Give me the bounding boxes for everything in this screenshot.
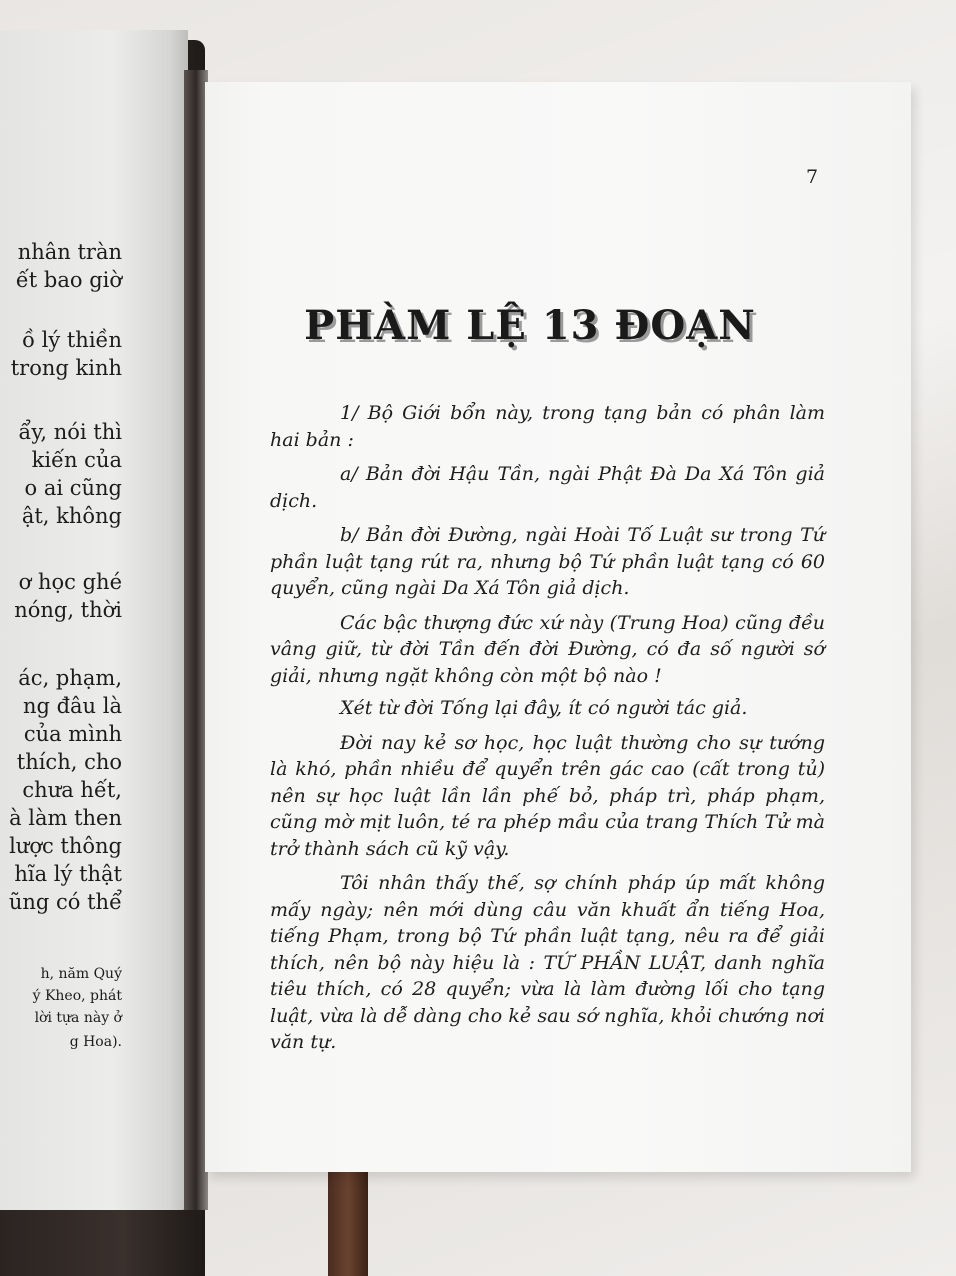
paragraph: b/ Bản đời Đường, ngài Hoài Tố Luật sư trong Tứ phần luật tạng rút ra, nhưng bộ Tứ phần luật tạng có 60 quyển, cũng ngài Da Xá Tôn giả dịch.	[270, 524, 825, 599]
left-line: ồ lý thiền	[22, 328, 122, 352]
page-number: 7	[806, 166, 819, 188]
left-line: ũng có thể	[8, 890, 122, 914]
left-note-line: h, năm Quý	[40, 966, 122, 982]
left-line: nhân tràn	[17, 240, 122, 264]
paragraph: Tôi nhân thấy thế, sợ chính pháp úp mất không mấy ngày; nên mới dùng câu văn khuất ẩn tiếng Hoa, tiếng Phạm, trong bộ Tứ phần luật tạng, nêu ra để giải thích, nên bộ này hiệu là : TỨ PHẦN LUẬT, danh nghĩa tiêu thích, có 28 quyển; vừa là làm đường lối cho tạng luật, vừa là dễ dàng cho kẻ sau sớ nghĩa, khỏi chướng nơi văn tự.	[270, 872, 825, 1053]
left-line: kiến của	[31, 448, 122, 472]
right-page-body	[270, 400, 825, 1064]
left-line: chưa hết,	[22, 778, 122, 802]
left-line: à làm then	[9, 806, 122, 830]
paragraph: Đời nay kẻ sơ học, học luật thường cho sự tướng là khó, phần nhiều để quyển trên gác cao (cất trong tủ) nên sự học luật lần lần phế bỏ, pháp trì, pháp phạm, cũng mờ mịt luôn, té ra phép mầu của trang Thích Tử mà trở thành sách cũ kỹ vậy.	[270, 731, 825, 860]
left-note-line: g Hoa).	[69, 1034, 122, 1050]
left-line: nóng, thời	[14, 598, 122, 622]
paragraph: a/ Bản đời Hậu Tần, ngài Phật Đà Da Xá Tôn giả dịch.	[270, 463, 825, 512]
left-note-line: ý Kheo, phát	[32, 988, 122, 1004]
left-line: hĩa lý thật	[14, 862, 122, 886]
chapter-title: PHÀM LỆ 13 ĐOẠN	[304, 302, 756, 349]
left-line: o ai cũng	[24, 476, 122, 500]
paragraph: 1/ Bộ Giới bổn này, trong tạng bản có phân làm hai bản :	[270, 402, 825, 451]
bookmark-ribbon	[328, 1160, 368, 1276]
paragraph: Xét từ đời Tống lại đây, ít có người tác giả.	[340, 697, 748, 719]
left-note-line: lời tựa này ở	[34, 1010, 122, 1026]
left-page	[0, 30, 188, 1210]
left-line: lược thông	[9, 834, 122, 858]
left-line: trong kinh	[10, 356, 122, 380]
left-line: ẩy, nói thì	[18, 420, 122, 444]
paragraph: Các bậc thượng đức xứ này (Trung Hoa) cũng đều vâng giữ, từ đời Tần đến đời Đường, có đa số người sớ giải, nhưng ngặt không còn một bộ nào !	[270, 611, 825, 687]
left-line: ật, không	[21, 504, 122, 528]
left-line: ng đâu là	[22, 694, 122, 718]
left-line: ác, phạm,	[18, 666, 122, 690]
left-line: thích, cho	[16, 750, 122, 774]
left-line: ết bao giờ	[15, 268, 122, 292]
left-line: ơ học ghé	[18, 570, 122, 594]
left-line: của mình	[23, 722, 122, 746]
